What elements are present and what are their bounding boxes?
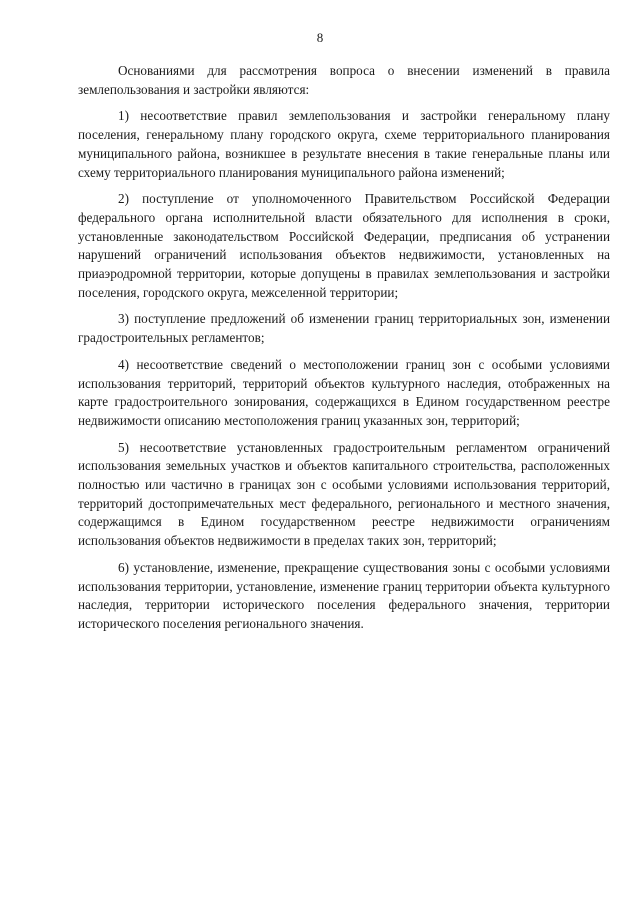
paragraph-item-3: 3) поступление предложений об изменении границ территориальных зон, изменении градостроительных регламентов;: [78, 311, 610, 346]
paragraph-item-5: 5) несоответствие установленных градостроительным регламентом ограничений использования земельных участков и объектов капитального строительства, расположенных полностью или частично в границах зон с особыми условиями использования территорий, территорий достопримечательных мест федерального, регионального и местного значения, содержащимся в Едином государственном реестре недвижимости ограничениям использования объектов недвижимости в пределах таких зон, территорий;: [78, 439, 610, 549]
paragraph-item-4: 4) несоответствие сведений о местоположении границ зон с особыми условиями использования территорий, территорий объектов культурного наследия, отображенных на карте градостроительного зонирования, содержащихся в Едином государственном реестре недвижимости описанию местоположения границ указанных зон, территорий;: [78, 356, 610, 428]
paragraph-item-2: 2) поступление от уполномоченного Правительством Российской Федерации федерального органа исполнительной власти обязательного для исполнения в сроки, установленные законодательством Российской Федерации, предписания об устранении нарушений ограничений использования объектов недвижимости, установленных на приаэродромной территории, которые допущены в правилах землепользования и застройки поселения, городского округа, межселенной территории;: [78, 191, 610, 300]
document-body: [78, 62, 610, 642]
paragraph-intro: Основаниями для рассмотрения вопроса о внесении изменений в правила землепользования и застройки являются:: [78, 63, 610, 97]
paragraph-item-6: 6) установление, изменение, прекращение существования зоны с особыми условиями использования территории, установление, изменение границ территории объекта культурного наследия, территории исторического поселения федерального значения, территории исторического поселения регионального значения.: [78, 559, 610, 631]
page-number: 8: [316, 30, 324, 45]
paragraph-item-1: 1) несоответствие правил землепользования и застройки генеральному плану поселения, генеральному плану городского округа, схеме территориального планирования муниципального района, возникшее в результате внесения в такие генеральные планы или схему территориального планирования муниципального района изменений;: [78, 108, 610, 180]
